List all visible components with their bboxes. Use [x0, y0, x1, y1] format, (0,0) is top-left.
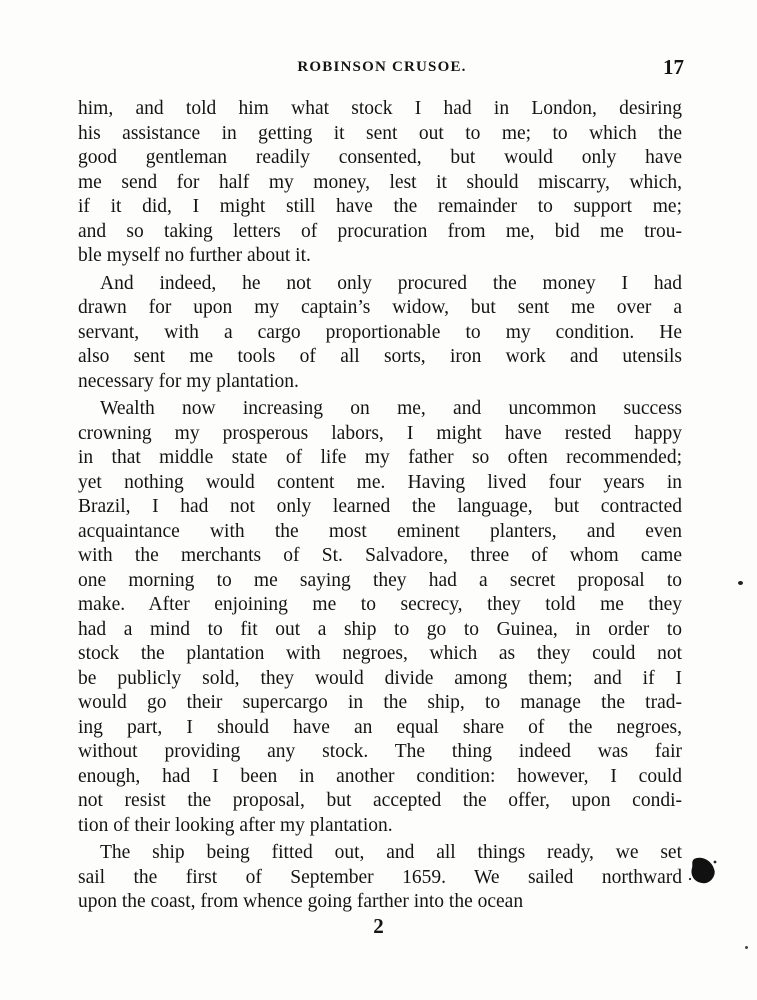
- text-line: And indeed, he not only procured the money I had: [100, 272, 682, 294]
- text-line: ble myself no further about it.: [78, 245, 311, 266]
- paragraph: [78, 97, 682, 269]
- body-text: [78, 97, 682, 918]
- text-line: sail the first of September 1659. We sailed northward: [78, 866, 682, 888]
- running-head: [78, 55, 686, 81]
- text-line: if it did, I might still have the remainder to support me;: [78, 196, 682, 217]
- text-line: had a mind to fit out a ship to go to Guinea, in order to: [78, 618, 682, 640]
- text-line: him, and told him what stock I had in London, desiring: [78, 98, 682, 119]
- text-line: necessary for my plantation.: [78, 370, 299, 392]
- text-line: acquaintance with the most eminent planters, and even: [78, 520, 682, 542]
- text-line: also sent me tools of all sorts, iron work and utensils: [78, 346, 682, 367]
- text-line: good gentleman readily consented, but would only have: [78, 147, 682, 168]
- print-speck: [745, 946, 748, 949]
- text-line: with the merchants of St. Salvadore, three of whom came: [78, 545, 682, 566]
- text-line: stock the plantation with negroes, which as they could not: [78, 643, 682, 664]
- text-line: and so taking letters of procuration from me, bid me trou-: [78, 220, 682, 242]
- paragraph: [78, 397, 682, 838]
- running-title: ROBINSON CRUSOE.: [297, 59, 467, 75]
- text-line: yet nothing would content me. Having lived four years in: [78, 471, 682, 493]
- text-line: crowning my prosperous labors, I might have rested happy: [78, 422, 682, 444]
- text-line: servant, with a cargo proportionable to my condition. He: [78, 321, 682, 343]
- text-line: his assistance in getting it sent out to me; to which the: [78, 122, 682, 144]
- text-line: me send for half my money, lest it should miscarry, which,: [78, 171, 682, 193]
- print-speck: [738, 581, 743, 585]
- text-line: in that middle state of life my father so often recommended;: [78, 447, 682, 468]
- text-line: tion of their looking after my plantation.: [78, 814, 393, 836]
- text-line: upon the coast, from whence going farther into the ocean: [78, 891, 524, 912]
- text-line: would go their supercargo in the ship, to manage the trad-: [78, 692, 682, 713]
- ink-blot-mark: [688, 855, 718, 887]
- text-line: Wealth now increasing on me, and uncommon success: [100, 398, 682, 419]
- text-line: Brazil, I had not only learned the language, but contracted: [78, 496, 682, 517]
- paragraph: [78, 272, 682, 395]
- text-line: The ship being fitted out, and all things ready, we set: [100, 842, 682, 863]
- text-line: not resist the proposal, but accepted the offer, upon condi-: [78, 790, 682, 811]
- page-number: 17: [663, 55, 684, 79]
- text-line: ing part, I should have an equal share of the negroes,: [78, 716, 682, 738]
- text-line: drawn for upon my captain’s widow, but sent me over a: [78, 297, 682, 318]
- signature-mark: 2: [373, 914, 384, 938]
- text-line: be publicly sold, they would divide among them; and if I: [78, 667, 682, 689]
- text-line: make. After enjoining me to secrecy, they told me they: [78, 594, 682, 615]
- text-line: enough, had I been in another condition: however, I could: [78, 765, 682, 787]
- text-line: without providing any stock. The thing indeed was fair: [78, 741, 682, 762]
- paragraph: [78, 841, 682, 915]
- text-line: one morning to me saying they had a secret proposal to: [78, 569, 682, 591]
